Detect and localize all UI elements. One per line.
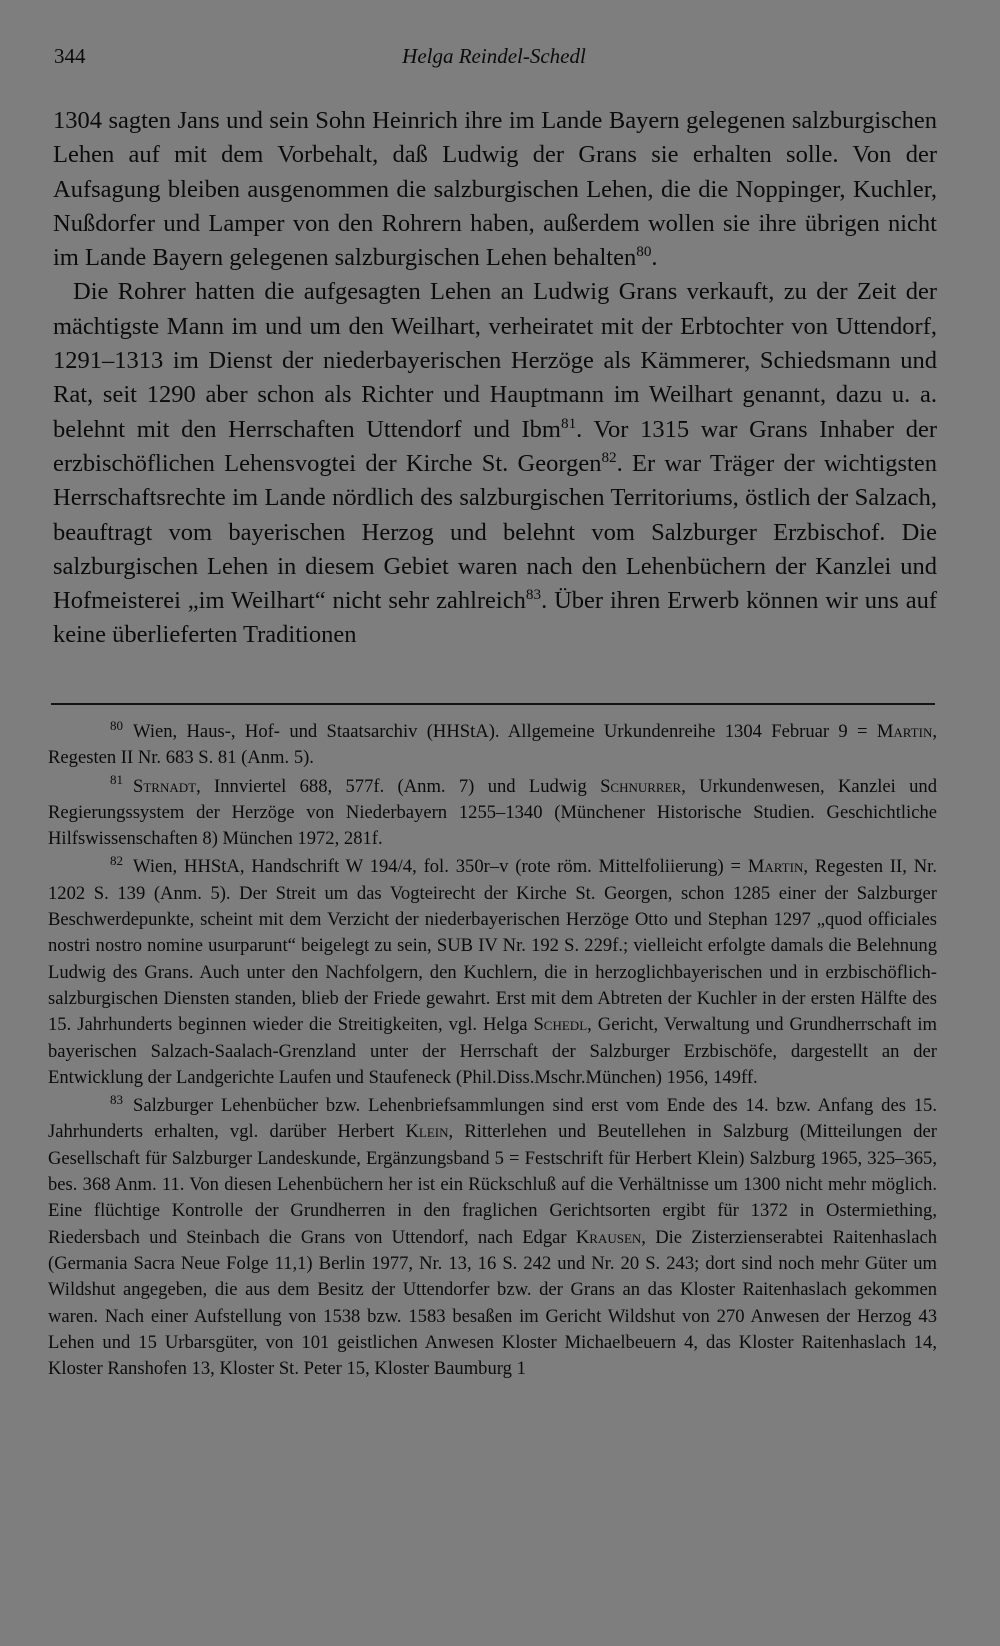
author-name: Klein [405, 1121, 449, 1143]
footnote-80: 80 Wien, Haus-, Hof- und Staatsarchiv (HHStA). Allgemeine Urkundenreihe 1304 Februar 9 = Martin, Regesten II Nr. 683 S. 81 (Anm. 5). [48, 717, 937, 769]
paragraph-1 [53, 104, 937, 275]
footnote-text: , Regesten II, Nr. 1202 S. 139 (Anm. 5). Der Streit um das Vogteirecht der Kirche St. Georgen, schon 1285 einer der Salzburger Beschwerdepunkte, scheint mit dem Verzicht der niederbayerischen Herzöge Otto und Stephan 1297 „quod officiales nostri nostro nomine usurparunt“ beigelegt zu sein, SUB IV Nr. 192 S. 229f.; vielleicht erfolgte damals die Belehnung Ludwig des Grans. Auch unter den Nachfolgern, den Kuchlern, die in herzoglichbayerischen und in erzbischöflich-salzburgischen Diensten standen, blieb der Friede gewahrt. Erst mit dem Abtreten der Kuchler in der ersten Hälfte des 15. Jahrhunderts beginnen wieder die Streitigkeiten, vgl. Helga [48, 856, 937, 1036]
page-number: 344 [54, 44, 86, 68]
footnote-text: , Innviertel 688, 577f. (Anm. 7) und Ludwig [196, 775, 601, 797]
author-name: Krausen [575, 1226, 642, 1248]
footnote-text: , Urkundenwesen, Kanzlei und Regierungssystem der Herzöge von Niederbayern 1255–1340 (Münchener Historische Studien. Geschichtliche Hilfswissenschaften 8) München 1972, 281f. [48, 775, 937, 850]
footnote-81: 81 Strnadt, Innviertel 688, 577f. (Anm. 7) und Ludwig Schnurrer, Urkundenwesen, Kanzlei und Regierungssystem der Herzöge von Niederbayern 1255–1340 (Münchener Historische Studien. Geschichtliche Hilfswissenschaften 8) München 1972, 281f. [48, 772, 937, 850]
footnote-83: 83 Salzburger Lehenbücher bzw. Lehenbriefsammlungen sind erst vom Ende des 14. bzw. Anfang des 15. Jahrhunderts erhalten, vgl. darüber Herbert Klein, Ritterlehen und Beutellehen in Salzburg (Mitteilungen der Gesellschaft für Salzburger Landeskunde, Ergänzungsband 5 = Festschrift für Herbert Klein) Salzburg 1965, 325–365, bes. 368 Anm. 11. Von diesen Lehenbüchern her ist ein Rückschluß auf die Verhältnisse um 1300 nicht mehr möglich. Eine flüchtige Kontrolle der Grundherren in den fraglichen Gerichtsorten ergibt für 1372 in Ostermiething, Riedersbach und Steinbach die Grans von Uttendorf, nach Edgar Krausen, Die Zisterzienserabtei Raitenhaslach (Germania Sacra Neue Folge 11,1) Berlin 1977, Nr. 13, 16 S. 242 und Nr. 20 S. 243; dort sind noch mehr Güter um Wildshut angegeben, die aus dem Besitz der Uttendorfer bzw. der Grans an das Kloster Raitenhaslach gekommen waren. Nach einer Aufstellung von 1538 bzw. 1583 besaßen im Gericht Wildshut von 270 Anwesen der Herzog 43 Lehen und 15 Urbarsgüter, von 101 geistlichen Anwesen Kloster Michaelbeuern 4, das Kloster Raitenhaslach 14, Kloster Ranshofen 13, Kloster St. Peter 15, Kloster Baumburg 1 [48, 1092, 938, 1380]
author-name: Strnadt [133, 775, 197, 797]
paragraph-2 [53, 275, 937, 652]
author-name: Schedl [533, 1014, 588, 1036]
paragraph-2-text-4: . Über ihren Erwerb können wir uns auf keine überlieferten Traditionen [53, 587, 937, 649]
footnote-text: , Ritterlehen und Beutellehen in Salzburg (Mitteilungen der Gesellschaft für Salzburger Landeskunde, Ergänzungsband 5 = Festschrift für Herbert Klein) Salzburg 1965, 325–365, bes. 368 Anm. 11. Von diesen Lehenbüchern her ist ein Rückschluß auf die Verhältnisse um 1300 nicht mehr möglich. Eine flüchtige Kontrolle der Grundherren in den fraglichen Gerichtsorten ergibt für 1372 in Ostermiething, Riedersbach und Steinbach die Grans von Uttendorf, nach Edgar [48, 1121, 938, 1248]
author-name: Martin [876, 721, 933, 742]
author-name: Schnurrer [600, 775, 682, 797]
paragraph-1-text: 1304 sagten Jans und sein Sohn Heinrich ihre im Lande Bayern gelegenen salzburgischen Lehen auf mit dem Vorbehalt, daß Ludwig der Grans sie erhalten solle. Von der Aufsagung bleiben ausgenommen die salzburgischen Lehen, die die Noppinger, Kuchler, Nußdorfer und Lamper von den Rohrern haben, außerdem wollen sie ihre übrigen nicht im Lande Bayern gelegenen salzburgischen Lehen behalten [53, 107, 937, 272]
footnote-text: , Regesten II Nr. 683 S. 81 (Anm. 5). [48, 721, 937, 769]
paragraph-1-tail: . [651, 244, 658, 272]
footnote-ref-82[interactable]: 82 [601, 448, 617, 466]
footnote-text: , Gericht, Verwaltung und Grundherrschaft im bayerischen Salzach-Saalach-Grenzland unter der Herrschaft der Salzburger Erzbischöfe, dargestellt an der Entwicklung der Landgerichte Laufen und Staufeneck (Phil.Diss.Mschr.München) 1956, 149ff. [48, 1014, 938, 1088]
footnote-text: Wien, Haus-, Hof- und Staatsarchiv (HHStA). Allgemeine Urkundenreihe 1304 Februar 9 = [133, 721, 877, 742]
footnote-ref-83[interactable]: 83 [525, 586, 542, 604]
footnote-ref-81[interactable]: 81 [560, 414, 577, 432]
footnotes [48, 719, 937, 1384]
footnote-ref-80[interactable]: 80 [636, 243, 652, 261]
running-head: Helga Reindel-Schedl [402, 44, 586, 68]
paragraph-2-text-1: Die Rohrer hatten die aufgesagten Lehen an Ludwig Grans verkauft, zu der Zeit der mächtigste Mann im und um den Weilhart, verheiratet mit der Erbtochter von Uttendorf, 1291–1313 im Dienst der niederbayerischen Herzöge als Kämmerer, Schiedsmann und Rat, seit 1290 aber schon als Richter und Hauptmann im Weilhart genannt, dazu u. a. belehnt mit den Herrschaften Uttendorf und Ibm [53, 278, 937, 443]
footnote-text: , Die Zisterzienserabtei Raitenhaslach (Germania Sacra Neue Folge 11,1) Berlin 1977, Nr. 13, 16 S. 242 und Nr. 20 S. 243; dort sind noch mehr Güter um Wildshut angegeben, die aus dem Besitz der Uttendorfer bzw. der Grans an das Kloster Raitenhaslach gekommen waren. Nach einer Aufstellung von 1538 bzw. 1583 besaßen im Gericht Wildshut von 270 Anwesen der Herzog 43 Lehen und 15 Urbarsgüter, von 101 geistlichen Anwesen Kloster Michaelbeuern 4, das Kloster Raitenhaslach 14, Kloster Ranshofen 13, Kloster St. Peter 15, Kloster Baumburg 1 [48, 1226, 938, 1380]
paragraph-2-text-3: . Er war Träger der wichtigsten Herrschaftsrechte im Lande nördlich des salzburgischen Territoriums, östlich der Salzach, beauftragt vom bayerischen Herzog und belehnt vom Salzburger Erzbischof. Die salzburgischen Lehen in diesem Gebiet waren nach den Lehenbüchern der Kanzlei und Hofmeisterei „im Weilhart“ nicht sehr zahlreich [53, 449, 937, 615]
page-header [54, 38, 934, 78]
footnote-text: Wien, HHStA, Handschrift W 194/4, fol. 350r–v (rote röm. Mittelfoliierung) = [133, 856, 748, 878]
author-name: Martin [747, 856, 804, 878]
footnote-82: 82 Wien, HHStA, Handschrift W 194/4, fol. 350r–v (rote röm. Mittelfoliierung) = Martin, Regesten II, Nr. 1202 S. 139 (Anm. 5). Der Streit um das Vogteirecht der Kirche St. Georgen, schon 1285 einer der Salzburger Beschwerdepunkte, scheint mit dem Verzicht der niederbayerischen Herzöge Otto und Stephan 1297 „quod officiales nostri nostro nomine usurparunt“ beigelegt zu sein, SUB IV Nr. 192 S. 229f.; vielleicht erfolgte damals die Belehnung Ludwig des Grans. Auch unter den Nachfolgern, den Kuchlern, die in herzoglichbayerischen und in erzbischöflich-salzburgischen Diensten standen, blieb der Friede gewahrt. Erst mit dem Abtreten der Kuchler in der ersten Hälfte des 15. Jahrhunderts beginnen wieder die Streitigkeiten, vgl. Helga Schedl, Gericht, Verwaltung und Grundherrschaft im bayerischen Salzach-Saalach-Grenzland unter der Herrschaft der Salzburger Erzbischöfe, dargestellt an der Entwicklung der Landgerichte Laufen und Staufeneck (Phil.Diss.Mschr.München) 1956, 149ff. [48, 853, 938, 1088]
paragraph-2-text-2: . Vor 1315 war Grans Inhaber der erzbischöflichen Lehensvogtei der Kirche St. Georgen [53, 415, 937, 477]
body-text [53, 104, 937, 653]
footnote-text: Salzburger Lehenbücher bzw. Lehenbriefsammlungen sind erst vom Ende des 14. bzw. Anfang des 15. Jahrhunderts erhalten, vgl. darüber Herbert [48, 1095, 937, 1143]
footnote-divider [51, 703, 935, 705]
